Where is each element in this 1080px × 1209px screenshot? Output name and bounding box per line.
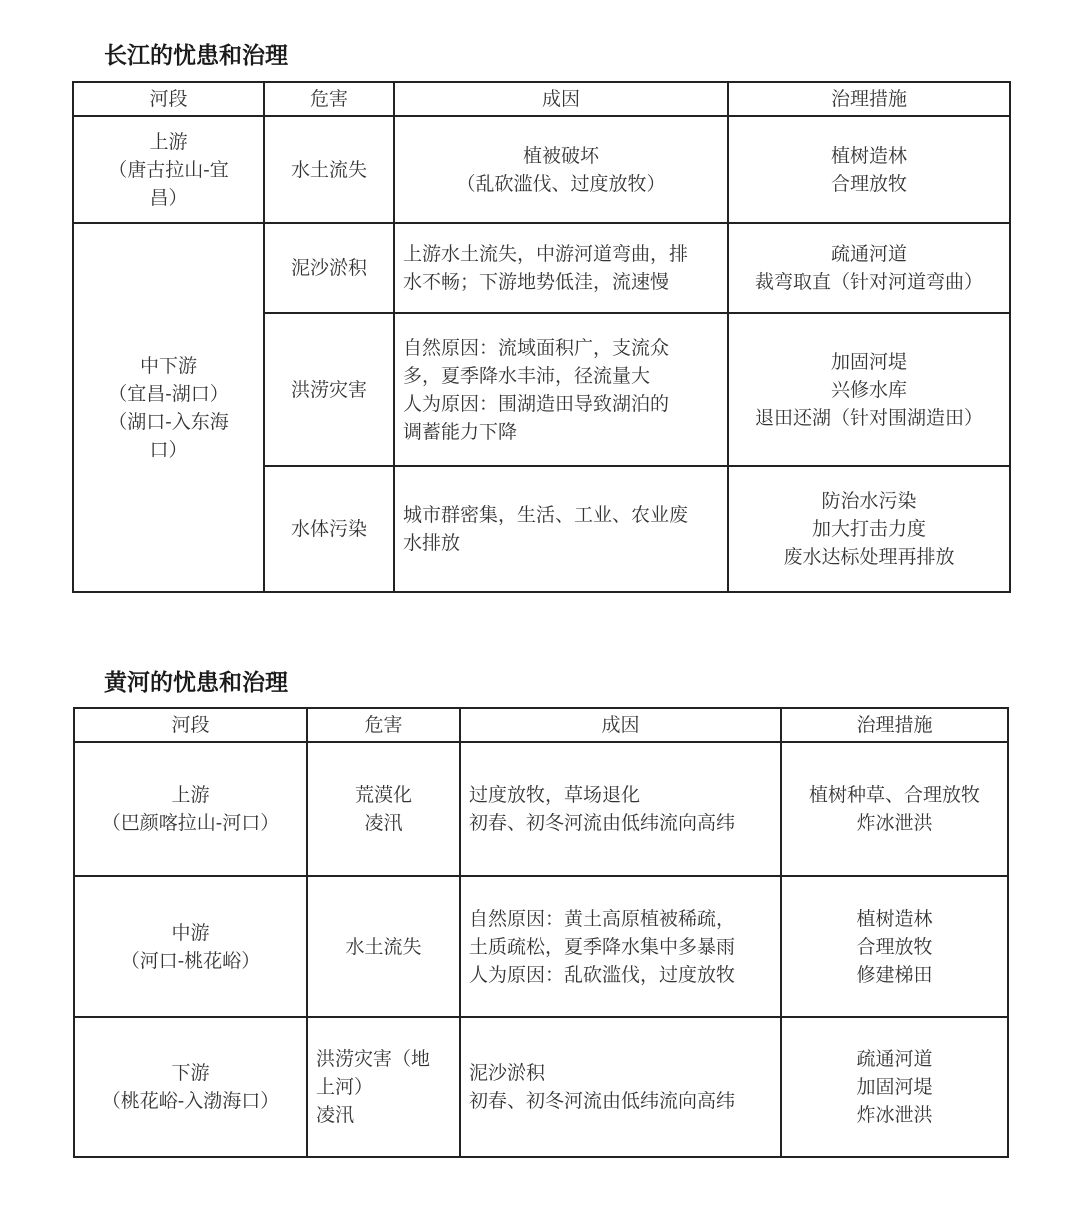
yellow-river-table — [73, 707, 1009, 1158]
table-header-row — [73, 82, 1010, 116]
cell-line: 人为原因：围湖造田导致湖泊的 — [403, 392, 670, 415]
cause-cell — [460, 742, 781, 876]
cell-line: 防治水污染 — [821, 490, 917, 512]
measures-cell — [728, 223, 1010, 313]
cell-line: 中下游 — [139, 354, 197, 377]
cell-line: （宜昌-湖口） — [108, 382, 229, 405]
cell-line: 合理放牧 — [830, 172, 907, 195]
cell-line: 植被破坏 — [522, 144, 599, 167]
measures-cell — [781, 742, 1008, 876]
section-cell — [74, 876, 307, 1017]
yangtze-title: 长江的忧患和治理 — [104, 43, 288, 69]
cell-line: （乱砍滥伐、过度放牧） — [456, 172, 666, 195]
cell-line: 植树造林 — [856, 907, 933, 930]
table-row — [74, 1017, 1008, 1157]
cell-line: 上游水土流失，中游河道弯曲，排 — [403, 243, 689, 265]
cell-line: 土质疏松，夏季降水集中多暴雨 — [469, 935, 736, 958]
hazard-cell — [307, 742, 460, 876]
header-measures: 治理措施 — [728, 82, 1010, 116]
hazard-cell: 水土流失 — [264, 116, 394, 223]
measures-cell — [728, 313, 1010, 466]
cell-line: 凌汛 — [316, 1104, 355, 1126]
cause-cell — [394, 223, 728, 313]
cell-line: 炸冰泄洪 — [856, 1104, 933, 1126]
cell-line: 荒漠化 — [354, 784, 412, 806]
cell-line: 植树种草、合理放牧 — [808, 784, 980, 806]
cell-line: 加大打击力度 — [811, 518, 926, 540]
cell-line: （河口-桃花峪） — [120, 949, 261, 972]
cell-line: 加固河堤 — [830, 350, 907, 373]
cell-line: 疏通河道 — [856, 1048, 933, 1070]
table-header-row — [74, 708, 1008, 742]
header-measures: 治理措施 — [781, 708, 1008, 742]
cell-line: 炸冰泄洪 — [856, 812, 933, 834]
cell-line: 植树造林 — [830, 144, 907, 167]
cell-line: 修建梯田 — [856, 963, 933, 986]
cell-line: 水排放 — [403, 532, 461, 554]
cell-line: 水土流失 — [345, 935, 422, 958]
yellow-river-title: 黄河的忧患和治理 — [104, 670, 288, 696]
section-cell — [74, 1017, 307, 1157]
hazard-cell — [307, 876, 460, 1017]
cell-line: 中游 — [171, 921, 210, 944]
cell-line: 下游 — [171, 1062, 210, 1084]
cell-line: 过度放牧，草场退化 — [469, 784, 641, 806]
hazard-cell: 水体污染 — [264, 466, 394, 592]
cell-line: 凌汛 — [364, 812, 403, 834]
cell-line: 洪涝灾害（地 — [316, 1048, 431, 1070]
section-cell — [73, 223, 264, 592]
cause-cell — [460, 1017, 781, 1157]
cell-line: 裁弯取直（针对河道弯曲） — [754, 271, 983, 293]
cell-line: 上游 — [171, 784, 210, 806]
header-hazard: 危害 — [307, 708, 460, 742]
cell-line: 水不畅；下游地势低洼，流速慢 — [403, 271, 670, 293]
table-row — [73, 116, 1010, 223]
hazard-cell: 泥沙淤积 — [264, 223, 394, 313]
cell-line: 调蓄能力下降 — [403, 420, 518, 443]
measures-cell — [781, 876, 1008, 1017]
header-cause: 成因 — [394, 82, 728, 116]
measures-cell — [728, 466, 1010, 592]
cell-line: 上游 — [149, 130, 188, 153]
cell-line: 城市群密集，生活、工业、农业废 — [403, 504, 689, 526]
cell-line: 退田还湖（针对围湖造田） — [754, 406, 983, 429]
section-cell — [73, 116, 264, 223]
table-row — [73, 223, 1010, 313]
header-cause: 成因 — [460, 708, 781, 742]
hazard-cell — [307, 1017, 460, 1157]
cell-line: 多，夏季降水丰沛，径流量大 — [403, 364, 651, 387]
cause-cell — [460, 876, 781, 1017]
header-section: 河段 — [74, 708, 307, 742]
measures-cell — [728, 116, 1010, 223]
cell-line: 疏通河道 — [830, 243, 907, 265]
cause-cell — [394, 313, 728, 466]
cause-cell — [394, 116, 728, 223]
cell-line: 自然原因：流域面积广，支流众 — [403, 336, 670, 359]
cell-line: 初春、初冬河流由低纬流向高纬 — [469, 812, 736, 834]
cell-line: 昌） — [149, 186, 188, 209]
cell-line: 上河） — [316, 1076, 374, 1098]
header-hazard: 危害 — [264, 82, 394, 116]
cell-line: 兴修水库 — [830, 378, 907, 401]
table-row — [74, 876, 1008, 1017]
cell-line: 泥沙淤积 — [469, 1062, 546, 1084]
cell-line: （巴颜喀拉山-河口） — [101, 812, 280, 834]
cell-line: 人为原因：乱砍滥伐，过度放牧 — [469, 963, 736, 986]
cell-line: （唐古拉山-宜 — [108, 158, 229, 181]
yangtze-table — [72, 81, 1011, 593]
cause-cell — [394, 466, 728, 592]
table-row — [74, 742, 1008, 876]
cell-line: 自然原因：黄土高原植被稀疏， — [469, 907, 736, 930]
header-section: 河段 — [73, 82, 264, 116]
measures-cell — [781, 1017, 1008, 1157]
section-cell — [74, 742, 307, 876]
cell-line: 口） — [149, 438, 188, 461]
cell-line: 合理放牧 — [856, 935, 933, 958]
cell-line: 废水达标处理再排放 — [783, 546, 955, 568]
cell-line: （桃花峪-入渤海口） — [101, 1090, 280, 1112]
cell-line: 初春、初冬河流由低纬流向高纬 — [469, 1090, 736, 1112]
cell-line: （湖口-入东海 — [108, 410, 229, 433]
hazard-cell: 洪涝灾害 — [264, 313, 394, 466]
cell-line: 加固河堤 — [856, 1076, 933, 1098]
